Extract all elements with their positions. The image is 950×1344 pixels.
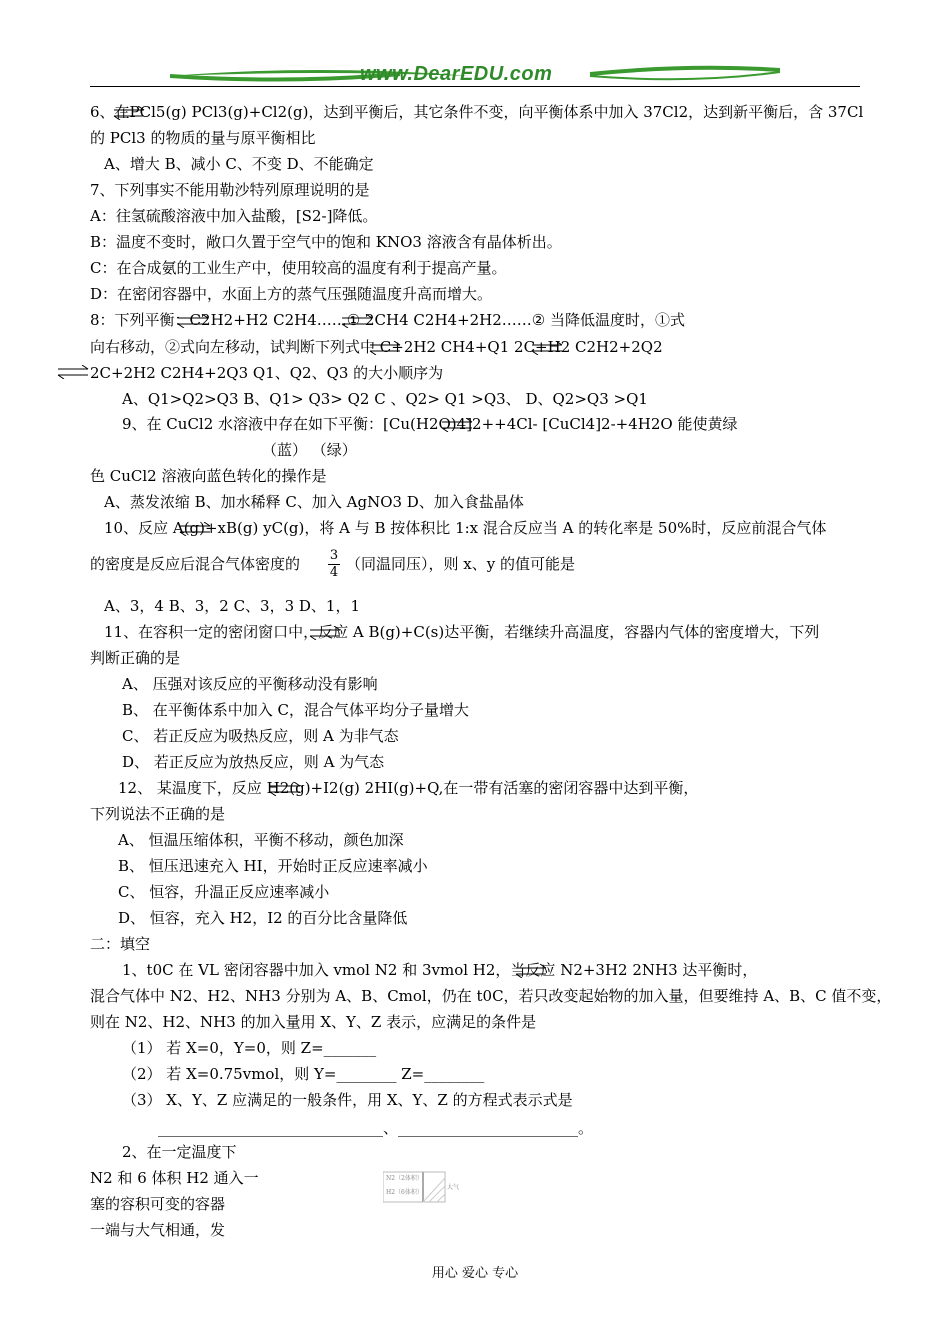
q10-frac-num: 3 bbox=[329, 548, 339, 563]
fill1-sub2: （2） 若 X=0.75vmol，则 Y=________ Z=________ bbox=[122, 1065, 485, 1083]
q10-line2b: （同温同压），则 x、y 的值可能是 bbox=[346, 555, 575, 573]
fill1-line2: 混合气体中 N2、H2、NH3 分别为 A、B、Cmol，仍在 t0C，若只改变起始物的加入量，但要维持 A、B、C 值不变， bbox=[90, 987, 892, 1005]
q8-options: A、Q1>Q2>Q3 B、Q1> Q3> Q2 C 、Q2> Q1 >Q3、 D、Q2>Q3 >Q1 bbox=[122, 390, 648, 408]
section2-title: 二：填空 bbox=[90, 935, 151, 953]
container-diagram bbox=[383, 1170, 483, 1210]
page-footer: 用心 爱心 专心 bbox=[431, 1266, 519, 1281]
fill1-line1: 1、t0C 在 VL 密闭容器中加入 vmol N2 和 3vmol H2，当反应 N2+3H2 2NH3 达平衡时， bbox=[122, 961, 758, 979]
q7-option-c: C：在合成氨的工业生产中，使用较高的温度有利于提高产量。 bbox=[90, 259, 507, 277]
q10-line2: 的密度是反应后混合气体密度的 bbox=[90, 555, 301, 573]
fill1-blank-line: ______________________________、________________________。 bbox=[158, 1119, 594, 1137]
diagram-label-h2: H2（6体积） bbox=[386, 1189, 423, 1196]
fill2-line1: 2、在一定温度下 bbox=[122, 1143, 237, 1161]
fill2-line3: 塞的容积可变的容器 bbox=[90, 1195, 226, 1213]
diagram-label-air: 大气 bbox=[447, 1184, 460, 1191]
equilibrium-arrow-icon bbox=[530, 341, 566, 355]
q9-stem: 9、在 CuCl2 水溶液中存在如下平衡：[Cu(H2O)4]2++4Cl- [CuCl4]2-+4H2O 能使黄绿 bbox=[122, 415, 738, 433]
fill1-sub1: （1） 若 X=0，Y=0，则 Z=_______ bbox=[122, 1039, 377, 1057]
q8-line3: 2C+2H2 C2H4+2Q3 Q1、Q2、Q3 的大小顺序为 bbox=[90, 364, 444, 382]
equilibrium-arrow-icon bbox=[176, 314, 212, 328]
q6-options: A、增大 B、减小 C、不变 D、不能确定 bbox=[104, 155, 374, 173]
q10-frac-den: 4 bbox=[329, 565, 339, 580]
q12-option-b: B、 恒压迅速充入 HI，开始时正反应速率减小 bbox=[118, 857, 428, 875]
q10-line1: 10、反应 A(g)+xB(g) yC(g)，将 A 与 B 按体积比 1:x 混合反应当 A 的转化率是 50%时，反应前混合气体 bbox=[104, 519, 827, 537]
q11-option-a: A、 压强对该反应的平衡移动没有影响 bbox=[122, 675, 378, 693]
q8-line1: 8：下列平衡：C2H2+H2 C2H4……① 2CH4 C2H4+2H2……② 当降低温度时，①式 bbox=[90, 311, 686, 329]
q11-line2: 判断正确的是 bbox=[90, 649, 181, 667]
fill1-line3: 则在 N2、H2、NH3 的加入量用 X、Y、Z 表示，应满足的条件是 bbox=[90, 1013, 537, 1031]
diagram-label-n2: N2（2体积） bbox=[386, 1175, 423, 1182]
q9-options: A、蒸发浓缩 B、加水稀释 C、加入 AgNO3 D、加入食盐晶体 bbox=[104, 493, 524, 511]
q11-line1: 11、在容积一定的密闭窗口中，反应 A B(g)+C(s)达平衡，若继续升高温度，容器内气体的密度增大，下列 bbox=[104, 623, 820, 641]
equilibrium-arrow-icon bbox=[308, 626, 344, 640]
q7-option-d: D：在密闭容器中，水面上方的蒸气压强随温度升高而增大。 bbox=[90, 285, 493, 303]
q12-line2: 下列说法不正确的是 bbox=[90, 805, 226, 823]
q9-color-labels: （蓝） （绿） bbox=[262, 441, 357, 459]
equilibrium-arrow-icon bbox=[112, 106, 148, 120]
equilibrium-arrow-icon bbox=[440, 418, 476, 432]
equilibrium-arrow-icon bbox=[56, 365, 92, 379]
q12-line1: 12、 某温度下，反应 H2(g)+I2(g) 2HI(g)+Q,在一带有活塞的密闭容器中达到平衡， bbox=[118, 779, 699, 797]
equilibrium-arrow-icon bbox=[368, 341, 404, 355]
q6-line1: 6、在PCl5(g) PCl3(g)+Cl2(g)，达到平衡后，其它条件不变，向平衡体系中加入 37Cl2，达到新平衡后，含 37Cl bbox=[90, 103, 864, 121]
q11-option-d: D、 若正反应为放热反应，则 A 为气态 bbox=[122, 753, 385, 771]
equilibrium-arrow-icon bbox=[514, 964, 550, 978]
q7-option-a: A：往氢硫酸溶液中加入盐酸，[S2-]降低。 bbox=[90, 207, 378, 225]
q11-option-c: C、 若正反应为吸热反应，则 A 为非气态 bbox=[122, 727, 399, 745]
equilibrium-arrow-icon bbox=[340, 314, 376, 328]
fill2-line2: N2 和 6 体积 H2 通入一 bbox=[90, 1169, 259, 1187]
q12-option-c: C、 恒容，升温正反应速率减小 bbox=[118, 883, 330, 901]
q12-option-a: A、 恒温压缩体积，平衡不移动，颜色加深 bbox=[118, 831, 404, 849]
q8-line2: 向右移动，②式向左移动，试判断下列式中 C+2H2 CH4+Q1 2C+H2 C2H2+2Q2 bbox=[90, 338, 663, 356]
equilibrium-arrow-icon bbox=[178, 522, 214, 536]
logo-text: www.DearEDU.com bbox=[360, 63, 553, 85]
fill2-line4: 一端与大气相通，发 bbox=[90, 1221, 226, 1239]
q11-option-b: B、 在平衡体系中加入 C，混合气体平均分子量增大 bbox=[122, 701, 470, 719]
equilibrium-arrow-icon bbox=[268, 782, 304, 796]
q12-option-d: D、 恒容，充入 H2，I2 的百分比含量降低 bbox=[118, 909, 408, 927]
header-rule bbox=[90, 86, 860, 87]
q10-fraction bbox=[328, 548, 340, 581]
q9-line3: 色 CuCl2 溶液向蓝色转化的操作是 bbox=[90, 467, 327, 485]
q10-options: A、3，4 B、3，2 C、3，3 D、1，1 bbox=[104, 597, 361, 615]
q7-stem: 7、下列事实不能用勒沙特列原理说明的是 bbox=[90, 181, 370, 199]
q6-line2: 的 PCl3 的物质的量与原平衡相比 bbox=[90, 129, 316, 147]
fill1-sub3: （3） X、Y、Z 应满足的一般条件，用 X、Y、Z 的方程式表示式是 bbox=[122, 1091, 573, 1109]
q7-option-b: B：温度不变时，敞口久置于空气中的饱和 KNO3 溶液含有晶体析出。 bbox=[90, 233, 562, 251]
